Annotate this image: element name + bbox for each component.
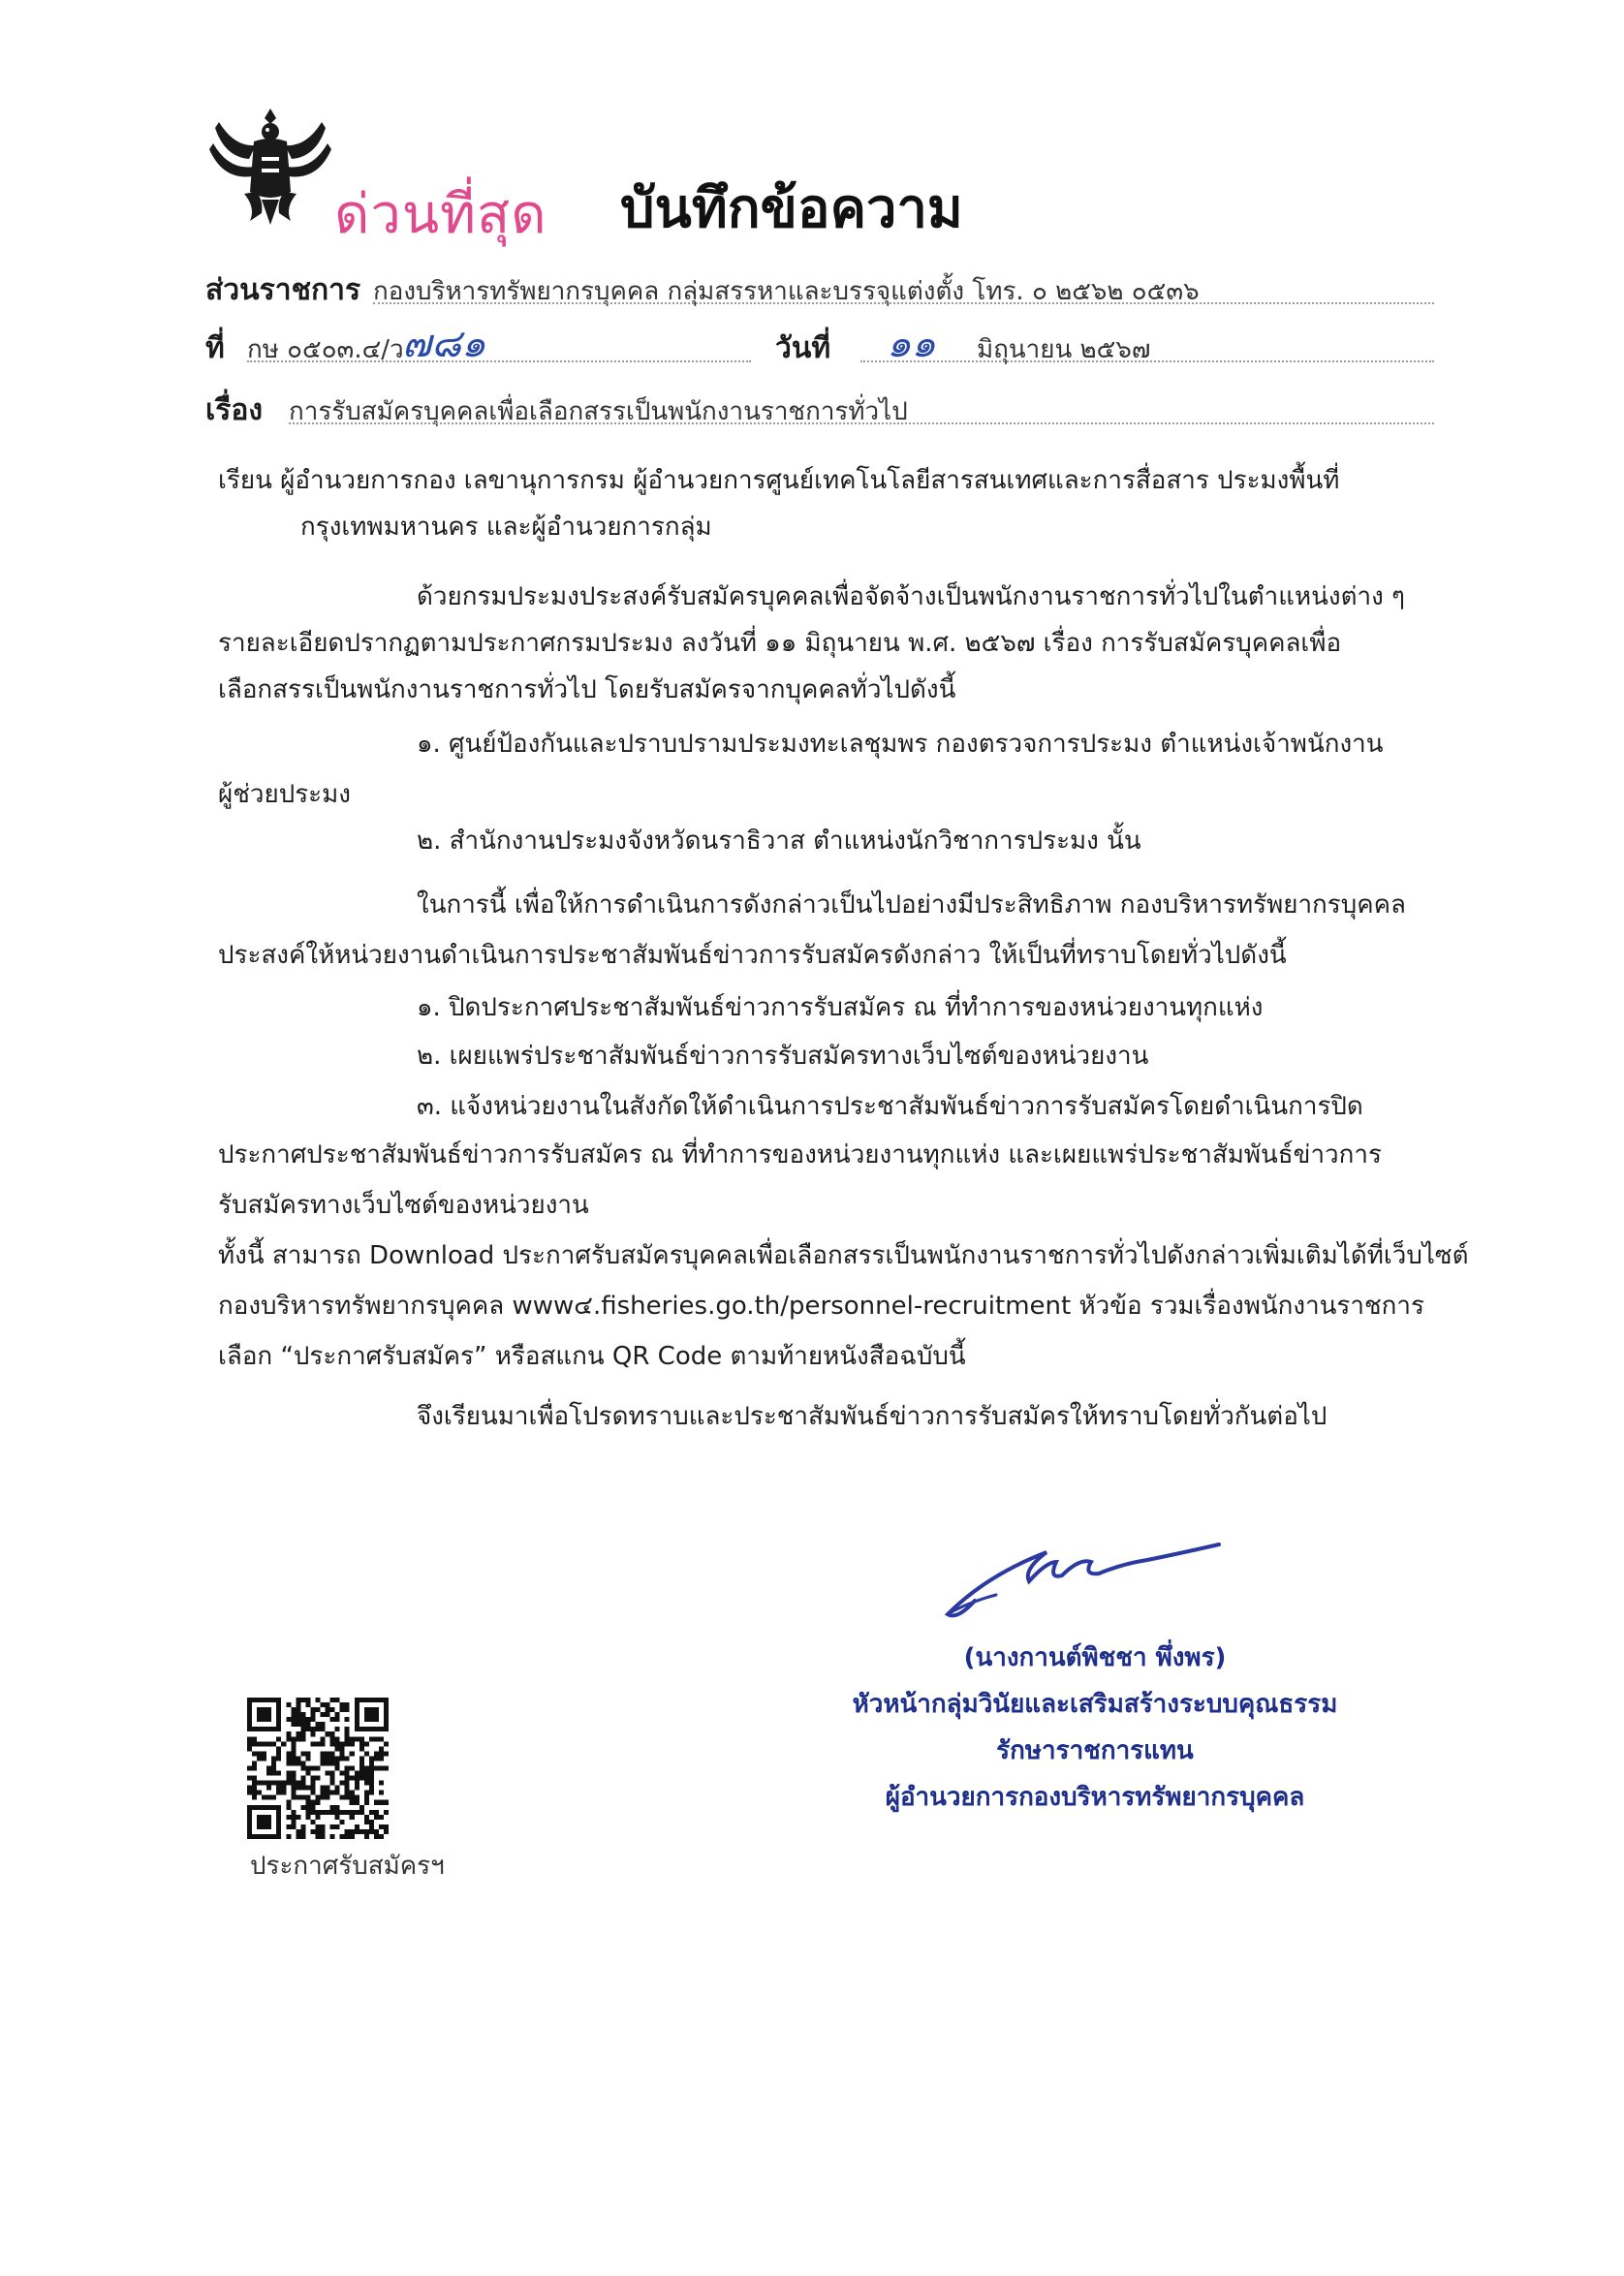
download-line: กองบริหารทรัพยากรบุคคล www๔.fisheries.go.th/personnel-recruitment หัวข้อ รวมเรื่องพนักงานราชการ [218,1292,1424,1321]
agency-label: ส่วนราชการ [205,273,361,307]
signer-name: (นางกานต์พิชชา พึ่งพร) [963,1643,1227,1672]
qr-code-icon [247,1698,389,1839]
qr-caption: ประกาศรับสมัครฯ [250,1852,445,1881]
paragraph-line: รายละเอียดปรากฏตามประกาศกรมประมง ลงวันที่ ๑๑ มิถุนายน พ.ศ. ๒๕๖๗ เรื่อง การรับสมัครบุคคลเพื่อ [218,629,1342,658]
signer-title-line: รักษาราชการแทน [996,1736,1194,1765]
ref-label: ที่ [205,331,225,365]
subject-dotted-line [289,422,1434,424]
pr-item: รับสมัครทางเว็บไซต์ของหน่วยงาน [218,1191,589,1220]
urgency-stamp: ด่วนที่สุด [334,183,547,246]
date-day-handwritten: ๑๑ [887,322,936,366]
date-month-year: มิถุนายน ๒๕๖๗ [977,335,1151,364]
pr-item: ๑. ปิดประกาศประชาสัมพันธ์ข่าวการรับสมัคร ณ ที่ทำการของหน่วยงานทุกแห่ง [417,993,1264,1022]
paragraph-line: ในการนี้ เพื่อให้การดำเนินการดังกล่าวเป็นไปอย่างมีประสิทธิภาพ กองบริหารทรัพยากรบุคคล [417,890,1406,920]
pr-item: ประกาศประชาสัมพันธ์ข่าวการรับสมัคร ณ ที่ทำการของหน่วยงานทุกแห่ง และเผยแพร่ประชาสัมพันธ์ข่าวการ [218,1140,1382,1169]
position-item: ๒. สำนักงานประมงจังหวัดนราธิวาส ตำแหน่งนักวิชาการประมง นั้น [417,826,1141,856]
closing-line: จึงเรียนมาเพื่อโปรดทราบและประชาสัมพันธ์ข่าวการรับสมัครให้ทราบโดยทั่วกันต่อไป [417,1402,1327,1431]
date-label: วันที่ [775,331,831,365]
signer-title-line: ผู้อำนวยการกองบริหารทรัพยากรบุคคล [885,1783,1305,1812]
pr-item: ๒. เผยแพร่ประชาสัมพันธ์ข่าวการรับสมัครทางเว็บไซต์ของหน่วยงาน [417,1042,1149,1071]
position-item: ผู้ช่วยประมง [218,780,351,809]
salutation-line: เรียน ผู้อำนวยการกอง เลขานุการกรม ผู้อำนวยการศูนย์เทคโนโลยีสารสนเทศและการสื่อสาร ประมงพื้นที่ [218,466,1340,495]
paragraph-line: เลือกสรรเป็นพนักงานราชการทั่วไป โดยรับสมัครจากบุคคลทั่วไปดังนี้ [218,675,956,704]
paragraph-line: ด้วยกรมประมงประสงค์รับสมัครบุคคลเพื่อจัดจ้างเป็นพนักงานราชการทั่วไปในตำแหน่งต่าง ๆ [417,582,1406,611]
download-line: เลือก “ประกาศรับสมัคร” หรือสแกน QR Code ตามท้ายหนังสือฉบับนี้ [218,1342,966,1371]
page-title: บันทึกข้อความ [620,177,963,240]
salutation-line: กรุงเทพมหานคร และผู้อำนวยการกลุ่ม [300,513,712,542]
signer-title-line: หัวหน้ากลุ่มวินัยและเสริมสร้างระบบคุณธรรม [852,1690,1338,1719]
position-item: ๑. ศูนย์ป้องกันและปราบปรามประมงทะเลชุมพร กองตรวจการประมง ตำแหน่งเจ้าพนักงาน [417,730,1384,759]
ref-dotted-line [247,360,751,362]
signature-icon [928,1512,1229,1628]
subject-label: เรื่อง [205,393,264,427]
agency-dotted-line [373,302,1434,304]
date-dotted-line [860,360,1434,362]
agency-value: กองบริหารทรัพยากรบุคคล กลุ่มสรรหาและบรรจุแต่งตั้ง โทร. ๐ ๒๕๖๒ ๐๕๓๖ [373,277,1200,306]
ref-value: กษ ๐๕๐๓.๔/ว [247,335,404,364]
garuda-emblem-icon [205,99,335,229]
subject-value: การรับสมัครบุคคลเพื่อเลือกสรรเป็นพนักงานราชการทั่วไป [289,397,908,426]
paragraph-line: ประสงค์ให้หน่วยงานดำเนินการประชาสัมพันธ์ข่าวการรับสมัครดังกล่าว ให้เป็นที่ทราบโดยทั่วไปดังนี้ [218,941,1287,970]
download-line: ทั้งนี้ สามารถ Download ประกาศรับสมัครบุคคลเพื่อเลือกสรรเป็นพนักงานราชการทั่วไปดังกล่าวเพิ่มเติมได้ที่เว็บไซต์ [218,1241,1469,1270]
pr-item: ๓. แจ้งหน่วยงานในสังกัดให้ดำเนินการประชาสัมพันธ์ข่าวการรับสมัครโดยดำเนินการปิด [417,1092,1363,1121]
ref-handwritten-number: ๗๘๑ [402,322,486,366]
